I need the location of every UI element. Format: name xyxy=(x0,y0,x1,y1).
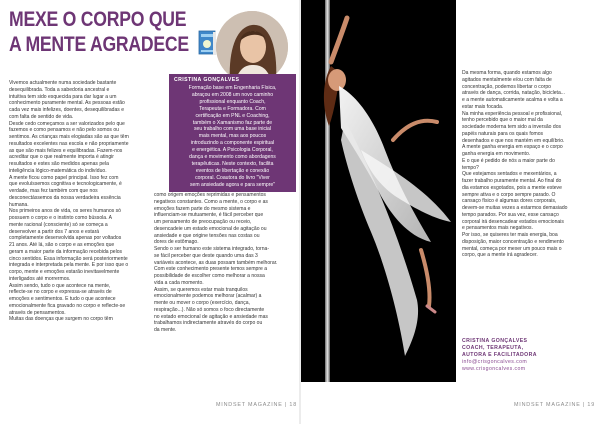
author-photo xyxy=(216,11,288,83)
body-line: as que são mais felizes e equilibradas. Fazem-nos xyxy=(9,147,123,154)
bio-line: profissional enquanto Coach, xyxy=(199,98,266,105)
body-line: resultados e estes são medidos apenas pela xyxy=(9,161,109,167)
body-line: concentração, podemos libertar o corpo xyxy=(462,83,551,90)
body-line: estar mais focada. xyxy=(462,103,504,110)
body-line: com falta de sentido de vida. xyxy=(9,113,74,120)
body-line: conhecimento puramente mental. As pessoas estão xyxy=(9,100,125,107)
bio-line: introduzindo a componente espiritual xyxy=(190,140,275,147)
body-line: acreditar que o que realmente importa é atingir xyxy=(9,154,114,161)
body-line: reflecte-se no corpo e expressa-se através de xyxy=(9,289,112,296)
body-line: mente racional (consciente) só se começa a xyxy=(9,221,108,228)
body-line: Muitas das doenças que surgem no corpo têm xyxy=(9,316,113,323)
bio-text xyxy=(174,85,291,189)
body-line: como origem emoções reprimidas e pensamentos xyxy=(154,192,266,198)
title-line-2: A MENTE AGRADECE xyxy=(9,32,189,56)
body-line: emoções fazem parte do mesmo sistema e xyxy=(154,205,251,212)
book-icon xyxy=(198,30,218,56)
author-bio-box xyxy=(169,74,296,192)
bio-name: CRISTINA GONÇALVES xyxy=(174,77,240,83)
body-line: corpo, que a mente irá agradecer. xyxy=(462,252,538,259)
body-line: fazemos e como pensamos e não pelo somos ou xyxy=(9,127,119,134)
body-line: ansiedade e que origine tensões nas costas ou xyxy=(154,232,260,239)
bio-line: também o Xamanismo faz parte de xyxy=(192,119,273,126)
article-title xyxy=(9,7,189,57)
body-line: vida a cada momento. xyxy=(154,279,204,286)
body-line: cada vez mais infelizes, doentes, desequilibradas e xyxy=(9,107,125,113)
body-line: e pensamentos mais negativos. xyxy=(462,225,533,232)
body-column-left xyxy=(9,80,159,323)
body-line: Sendo o ser humano este sistema integrado, torna- xyxy=(154,246,270,252)
bio-line: eventos de libertação e conexão xyxy=(195,167,270,174)
body-line: sociedade moderna tem sido a inversão dos xyxy=(462,124,562,130)
bio-line: Terapeuta e Formadora. Com xyxy=(199,105,266,112)
body-line: resultados excelentes nas escola e não propriamente xyxy=(9,140,129,147)
bio-line: sem ansiedade agora e para sempre" xyxy=(189,181,276,188)
body-line: interligados até morrermos. xyxy=(9,275,71,282)
bio-line: dança e movimento como abordagens xyxy=(189,154,276,161)
body-line: se fácil perceber que deste quando uma das 3 xyxy=(154,252,258,259)
body-line: da mente. xyxy=(154,327,177,333)
signature-role-1: COACH, TERAPEUTA, xyxy=(462,345,524,351)
body-line: mental, começa por mexer um pouco mais o xyxy=(462,245,562,252)
bio-line: certificação em PNL e Coaching, xyxy=(195,112,270,119)
signature-role-2: AUTORA E FACILITADORA xyxy=(462,352,537,358)
body-line: Da mesma forma, quando estamos algo xyxy=(462,70,552,76)
body-line: humana. xyxy=(9,201,29,208)
body-line: através de pensamentos. xyxy=(9,309,66,316)
body-line: um pensamento de preocupação ou receio, xyxy=(154,219,252,225)
author-portrait-image xyxy=(216,11,288,83)
body-line: corporal irá desencadear estados emocionais xyxy=(462,218,564,225)
body-line: influenciam-se mutuamente, é fácil perceber que xyxy=(154,212,264,219)
body-line: agitados mentalmente e/ou com falta de xyxy=(462,76,552,83)
body-line: emocionalmente fica gravado no corpo e reflecte-se xyxy=(9,302,126,309)
body-line: através de dança, corrida, natação, bicicleta... xyxy=(462,90,565,97)
pole-dancer-photo xyxy=(301,0,456,382)
pole-dancer-image xyxy=(301,0,456,382)
body-line: cinco sentidos. Essa informação será posteriormente xyxy=(9,255,128,262)
body-line: 21 anos. Até lá, são o corpo e as emoções que xyxy=(9,242,115,248)
body-line: cansaço físico é algumas dores corporais, xyxy=(462,198,557,205)
body-line: variáveis acontece, as duas possam também melhorar. xyxy=(154,259,278,266)
body-line: Assim, se queremos estar mais tranquilos xyxy=(154,286,248,293)
body-line: mente ou mover o corpo (exercício, dança, xyxy=(154,300,250,306)
title-line-1: MEXE O CORPO QUE xyxy=(9,7,187,31)
body-line: geram a maior parte da informação recebida pelos xyxy=(9,248,123,255)
body-line: E o que é pedido de nós a maior parte do xyxy=(462,157,555,164)
body-line: desencadeie um estado emocional de agitação ou xyxy=(154,225,267,232)
author-signature xyxy=(462,338,590,373)
body-line: tenho percebido que o maior mal da xyxy=(462,117,543,124)
body-line: Vivemos actualmente numa sociedade bastante xyxy=(9,80,117,86)
body-line: Por isso, se quiseres ter mais energia, boa xyxy=(462,232,558,238)
body-line: possibilidade de escolher como melhorar a nossa xyxy=(154,273,265,279)
body-line: A mente ganha energia em espaço e o corpo xyxy=(462,144,563,151)
body-line: tempo? xyxy=(462,164,479,171)
body-line: integrada e interpretada pela mente. E por isso que o xyxy=(9,262,129,269)
body-line: Na minha experiência pessoal e profissional, xyxy=(462,110,563,117)
body-line: papéis naturais para os quais fomos xyxy=(462,130,544,137)
body-line: no estado emocional de agitação e ansiedade mas xyxy=(154,313,268,320)
body-line: desconectássemos da nossa verdadeira essência xyxy=(9,194,121,201)
body-line: intuitiva tem sido esquecida para dar lugar a um xyxy=(9,93,117,100)
body-line: sempre ativa e o corpo sempre parado. O xyxy=(462,191,556,198)
body-line: emocionalmente podemos melhorar (acalmar) a xyxy=(154,293,262,300)
body-line: Com este conhecimento presente temos sempre a xyxy=(154,266,268,273)
bio-line: terapêuticas. Neste contexto, facilita xyxy=(191,160,274,167)
body-line: verdade, mas fez também com que nos xyxy=(9,188,98,194)
body-column-right xyxy=(462,70,590,259)
body-line: A mente ficou como papel principal. Isso fez com xyxy=(9,174,119,181)
body-line: devem-se muitas vezes a estarmos demasiado xyxy=(462,205,568,211)
body-line: completamente desenvolvida apenas por voltados xyxy=(9,235,122,242)
page-footer-right: MINDSET MAGAZINE | 19 xyxy=(514,402,596,408)
body-line: sentimos. As crianças mais elogiadas são as que têm xyxy=(9,134,129,140)
body-line: disposição, maior concentração e rendimento xyxy=(462,238,564,245)
body-line: desequilibrada. Toda a sabedoria ancestral e xyxy=(9,86,110,93)
signature-website-link[interactable]: www.crisgoncalves.com xyxy=(462,366,526,372)
body-column-middle xyxy=(154,192,296,334)
body-line: negativos constantes. Como a mente, o corpo e as xyxy=(154,198,268,205)
bio-line: mais mental, mas aos poucos xyxy=(198,133,267,140)
body-line: fazer trabalho puramente mental. Ao final do xyxy=(462,178,562,184)
bio-line: seu trabalho com uma base inicial xyxy=(193,126,271,133)
bio-line: e energética. A Psicologia Corporal, xyxy=(192,147,273,154)
body-line: trabalhamos indirectamente através do corpo ou xyxy=(154,320,263,327)
body-line: possuem o corpo e o instinto como bússola. A xyxy=(9,215,112,221)
body-line: inteligência lógico-matemática do indivíduo. xyxy=(9,167,107,174)
body-line: desenhados e que nos mantém em equilíbrio. xyxy=(462,137,565,144)
body-line: Que estejamos sentados e mexentários, a xyxy=(462,171,557,178)
bio-line: corporal. Coautora do livro "Viver xyxy=(195,174,270,181)
page-footer-left: MINDSET MAGAZINE | 18 xyxy=(216,402,298,408)
body-line: ganha energia em movimento. xyxy=(462,151,531,157)
bio-line: Formação base em Engenharia Física, xyxy=(188,85,277,91)
bio-line: abraçou em 2008 um novo caminho xyxy=(191,91,274,98)
body-line: corpo, mente e emoções estarão inevitavelmente xyxy=(9,269,120,275)
body-line: emoções e sentimentos. E tudo o que acontece xyxy=(9,296,116,302)
body-line: Desde cedo começamos a ser valorizados pelo que xyxy=(9,120,125,127)
signature-email-link[interactable]: info@crisgoncalves.com xyxy=(462,359,528,365)
body-line: tempo parados. Por sua vez, esse cansaço xyxy=(462,211,559,218)
body-line: e a mente automaticamente acalma e volta a xyxy=(462,97,563,103)
body-line: respiração...). Não só somos o foco directamente xyxy=(154,306,265,313)
body-line: Assim sendo, tudo o que acontece na mente, xyxy=(9,282,111,289)
body-line: dia estamos esgotados, pois a mente esteve xyxy=(462,184,562,191)
body-line: Nos primeiros anos de vida, os seres humanos só xyxy=(9,208,121,215)
body-line: desenvolver a partir dos 7 anos e estará xyxy=(9,228,100,235)
signature-name: CRISTINA GONÇALVES xyxy=(462,338,528,344)
body-line: que evoluíssemos cognitiva e tecnologicamente, é xyxy=(9,181,122,188)
body-line: dores de estômago. xyxy=(154,239,199,246)
